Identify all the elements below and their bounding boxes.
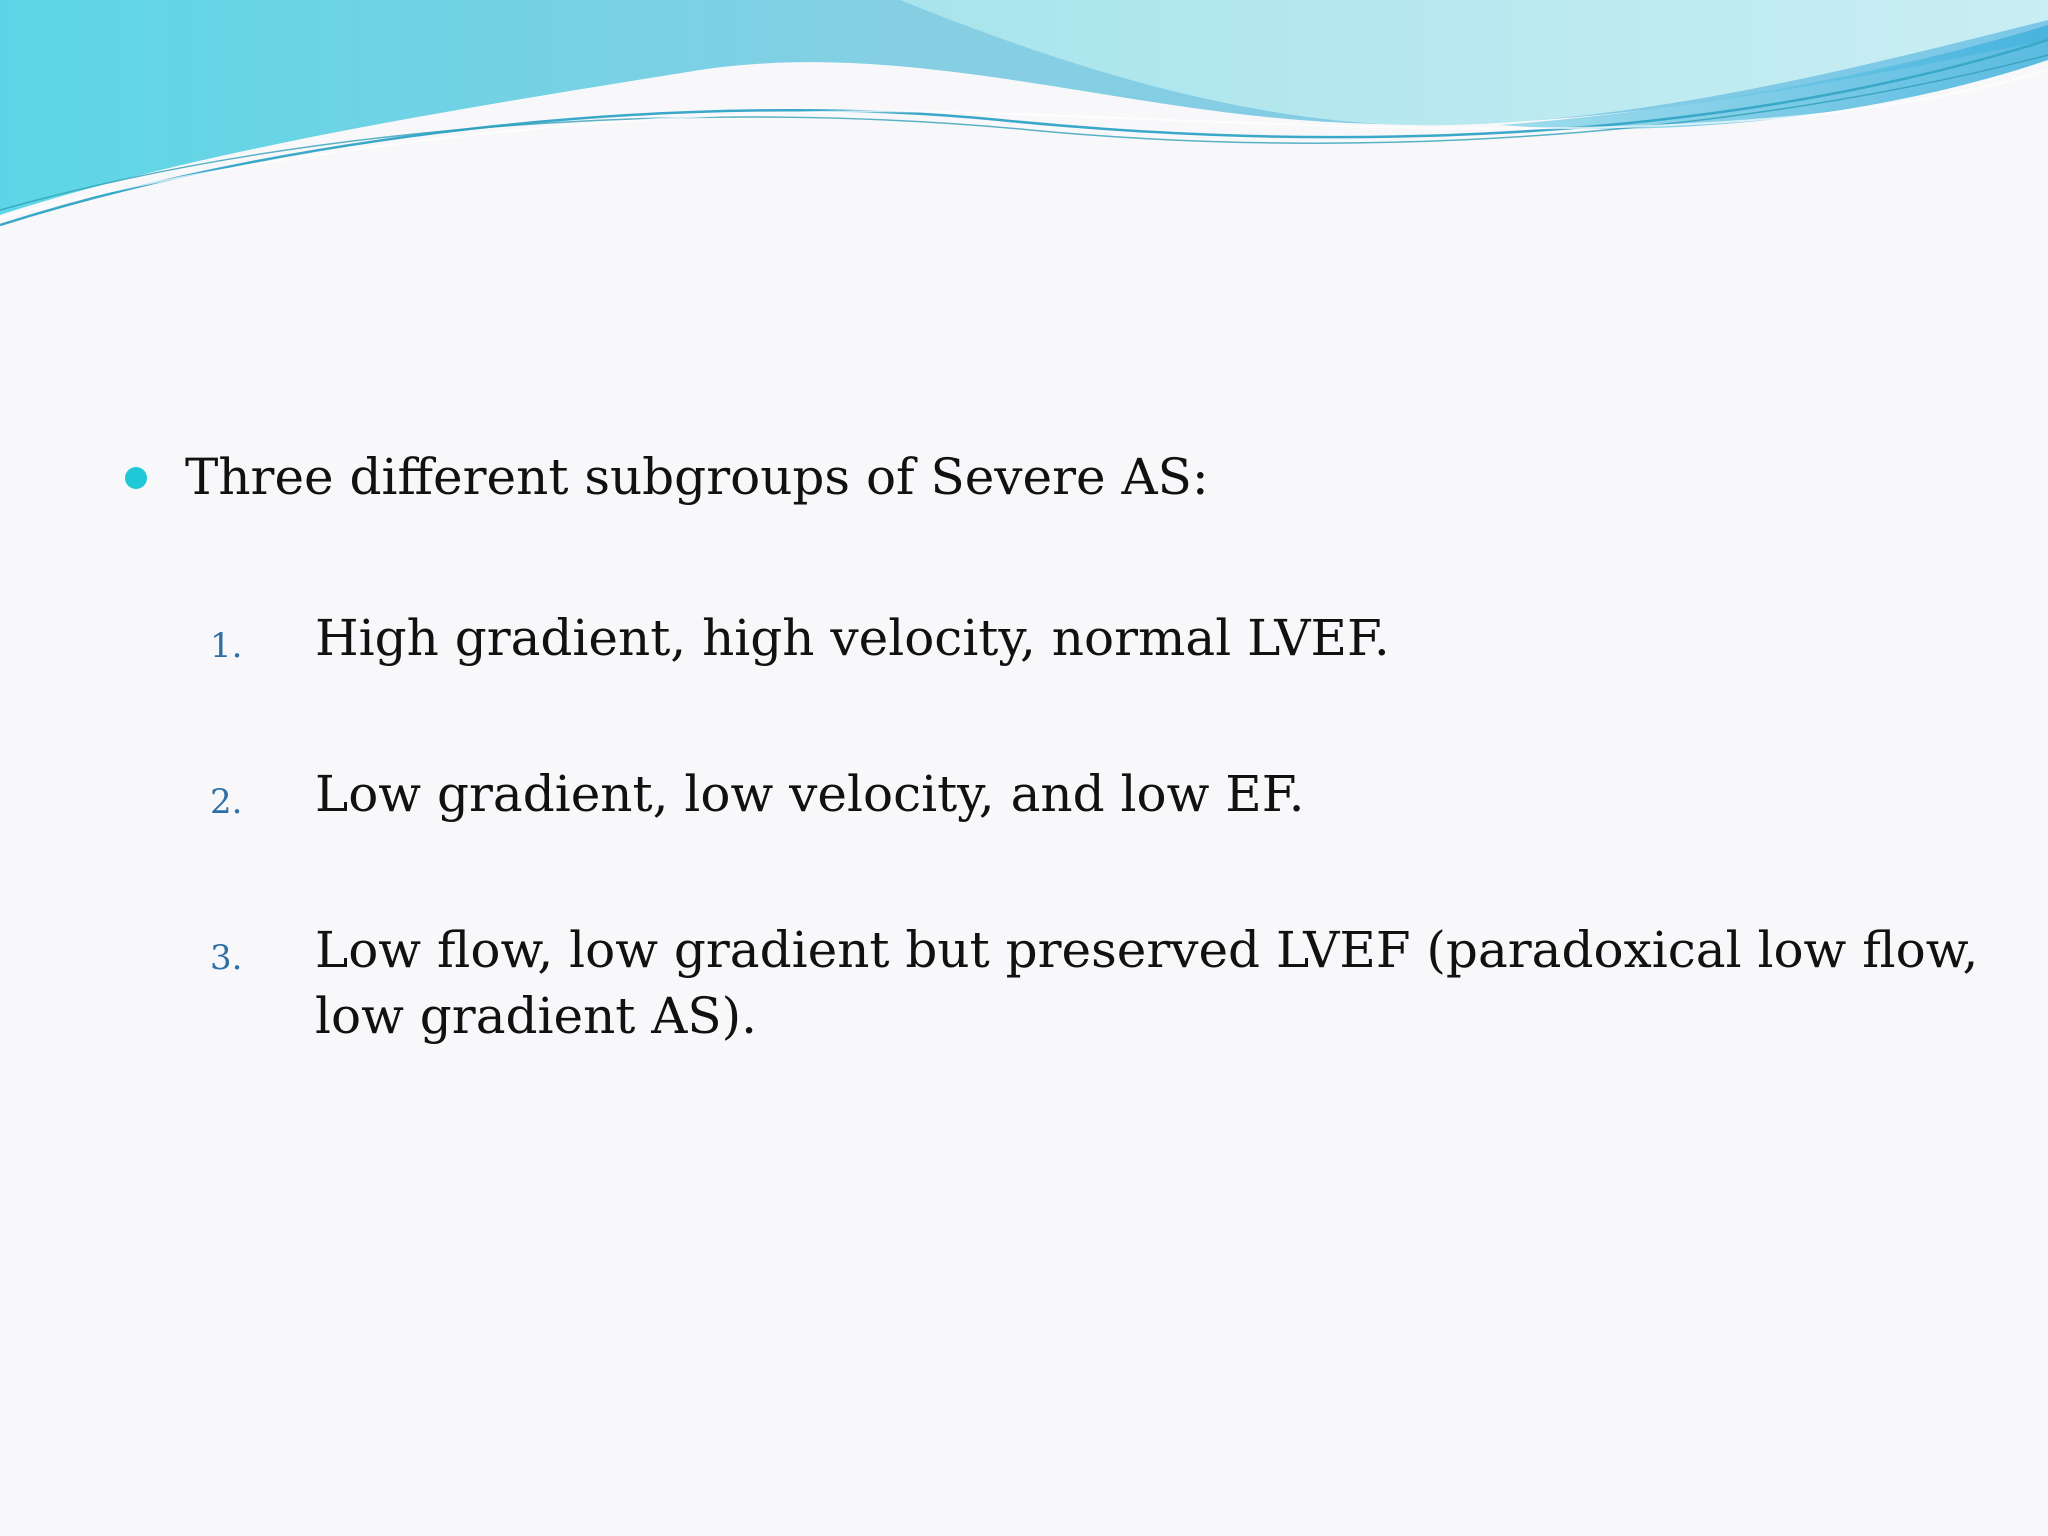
list-item-text: Low gradient, low velocity, and low EF.	[315, 765, 1305, 823]
list-item-text: High gradient, high velocity, normal LVEF.	[315, 609, 1390, 667]
numbered-list	[125, 605, 1985, 1049]
slide-content	[125, 440, 1985, 1139]
list-item-text: Low flow, low gradient but preserved LVEF (paradoxical low flow, low gradient AS).	[315, 921, 1979, 1045]
bullet-item	[125, 440, 1985, 520]
list-item-number: 1.	[210, 626, 243, 666]
header-wave-decoration	[0, 0, 2048, 240]
bullet-dot-icon	[125, 467, 147, 489]
list-item	[125, 605, 1985, 671]
list-item-number: 3.	[210, 938, 243, 978]
list-item-number: 2.	[210, 782, 243, 822]
bullet-text: Three different subgroups of Severe AS:	[185, 448, 1209, 506]
list-item	[125, 917, 1985, 1049]
list-item	[125, 761, 1985, 827]
